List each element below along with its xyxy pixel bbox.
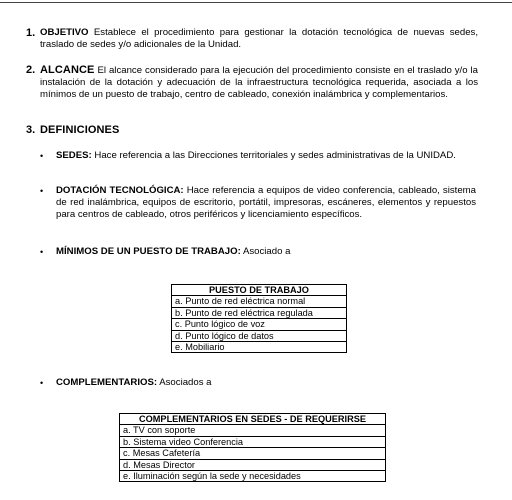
definition-text: Hace referencia a equipos de video conferencia, cableado, sistema de red inalámbrica, equipos de escritorio, portátil, impresoras, escáneres, elementos y repuestos para centros de cableado, otros periféricos y licenciamiento específicos. [56, 185, 476, 221]
table-row [172, 342, 347, 353]
section-title: ALCANCE [40, 64, 95, 76]
definition-text: Hace referencia a las Direcciones territoriales y sedes administrativas de la UNIDAD. [94, 150, 456, 161]
definition-term: COMPLEMENTARIOS: [56, 377, 158, 388]
table-cell: e. Iluminación según la sede y necesidades [120, 471, 386, 482]
table-cell: a. Punto de red eléctrica normal [172, 296, 347, 307]
definition-complementarios [38, 377, 476, 389]
bullet-icon: • [40, 247, 44, 257]
definition-term: SEDES: [56, 150, 92, 161]
definition-text: Asociado a [242, 246, 291, 257]
definition-term: DOTACIÓN TECNOLÓGICA: [56, 185, 184, 196]
section-number: 1. [26, 27, 36, 39]
definition-sedes [38, 150, 476, 162]
table-row [172, 330, 347, 341]
table-cell: c. Punto lógico de voz [172, 319, 347, 330]
table-cell: d. Punto lógico de datos [172, 330, 347, 341]
section-text: El alcance considerado para la ejecución del procedimiento consiste en el traslado y/o la instalación de la dotación y adecuación de la infraestructura tecnológica requerida, asociada a los mínimos de un puesto de trabajo, centro de cableado, conexión inalámbrica y complementarios. [40, 65, 479, 101]
section-text: Establece el procedimiento para gestionar la dotación tecnológica de nuevas sedes, traslado de sedes y/o adicionales de la Unidad. [40, 27, 478, 51]
table-cell: c. Mesas Cafetería [120, 448, 386, 459]
bullet-icon: • [40, 151, 44, 161]
table-row [172, 307, 347, 318]
table-row [120, 448, 386, 459]
bullet-icon: • [40, 378, 44, 388]
section-definiciones [26, 124, 478, 137]
table-puesto-trabajo [171, 284, 347, 353]
definition-text: Asociados a [159, 377, 212, 388]
table-row [172, 319, 347, 330]
definition-minimos [38, 246, 476, 258]
section-title: DEFINICIONES [40, 124, 120, 136]
section-objetivo [26, 27, 478, 51]
section-title: OBJETIVO [40, 27, 89, 38]
definition-term: MÍNIMOS DE UN PUESTO DE TRABAJO: [56, 246, 241, 257]
table-row [120, 459, 386, 470]
table-cell: e. Mobiliario [172, 342, 347, 353]
table-row [120, 471, 386, 482]
section-number: 2. [26, 64, 36, 76]
table-header: COMPLEMENTARIOS EN SEDES - DE REQUERIRSE [120, 414, 386, 425]
table-cell: a. TV con soporte [120, 425, 386, 436]
table-header: PUESTO DE TRABAJO [172, 285, 347, 296]
table-cell: b. Sistema video Conferencia [120, 436, 386, 447]
header-rule [0, 2, 512, 3]
table-row [120, 425, 386, 436]
table-row [120, 436, 386, 447]
table-cell: b. Punto de red eléctrica regulada [172, 307, 347, 318]
table-cell: d. Mesas Director [120, 459, 386, 470]
definition-dotacion [38, 185, 476, 222]
bullet-icon: • [40, 186, 44, 196]
table-header-row [120, 414, 386, 425]
table-row [172, 296, 347, 307]
table-complementarios [119, 413, 386, 482]
section-alcance [26, 64, 479, 102]
section-number: 3. [26, 124, 36, 136]
table-header-row [172, 285, 347, 296]
